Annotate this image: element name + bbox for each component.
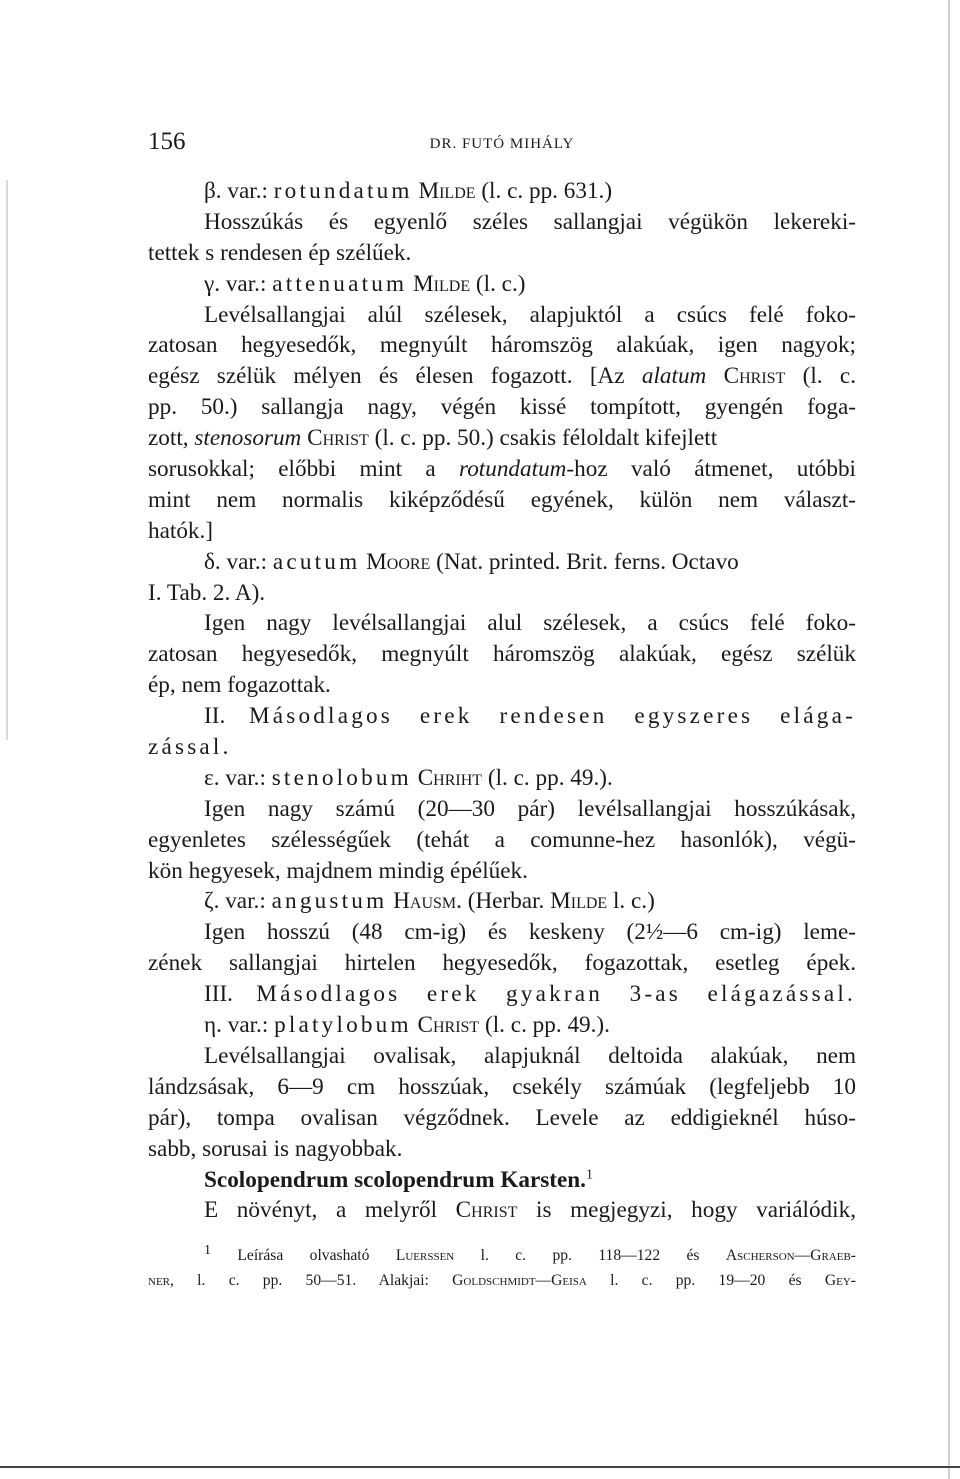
- body-line: [148, 732, 856, 763]
- text-run: zott,: [148, 425, 195, 452]
- body-line: [148, 547, 856, 578]
- text-run: Másodlagos erek rendesen egyszeres elága-: [248, 703, 856, 730]
- body-line: [148, 269, 856, 300]
- body-line: [148, 516, 856, 547]
- text-run: Gey-: [824, 1272, 856, 1289]
- body-line: [148, 856, 856, 887]
- text-run: egész szélük mélyen és élesen fogazott. [Az: [148, 363, 642, 390]
- text-run: sorusokkal; előbbi mint a: [148, 456, 460, 483]
- foot-line: [148, 1243, 856, 1268]
- body-line: [148, 608, 856, 639]
- text-run: lándzsásak, 6—9 cm hosszúak, csekély számúak (legfeljebb 10: [148, 1073, 856, 1100]
- text-run: Milde: [413, 270, 471, 297]
- text-run: Christ: [455, 1197, 518, 1224]
- text-run: [706, 363, 723, 389]
- body-line: [148, 454, 856, 485]
- text-run: acutum: [272, 548, 361, 575]
- body-line: [148, 361, 856, 392]
- body-line: [148, 1165, 856, 1196]
- body-line: [148, 1103, 856, 1134]
- text-run: Levélsallangjai alúl szélesek, alapjuktól a csúcs felé foko-: [204, 301, 856, 328]
- text-run: Igen nagy levélsallangjai alul szélesek, a csúcs felé fokо-: [204, 610, 856, 637]
- text-run: Leírása olvasható: [211, 1247, 396, 1264]
- text-run: Hausm.: [393, 888, 462, 915]
- text-run: egyenletes szélességűek (tehát a comunne-hez hasonlók), végü-: [148, 826, 856, 853]
- page-header: [148, 128, 856, 162]
- body-line: [148, 979, 856, 1010]
- body-line: [148, 917, 856, 948]
- text-run: Ascherson—Graeb-: [725, 1247, 856, 1264]
- text-run: Goldschmidt—Geisa: [452, 1272, 587, 1289]
- text-run: pp. 50.) sallangja nagy, végén kissé tompított, gyengén foga-: [148, 394, 856, 421]
- text-run: zének sallangjai hirtelen hegyesedők, fogazottak, esetleg épek.: [148, 950, 856, 977]
- text-run: alatum: [641, 363, 707, 390]
- scan-edge-shadow: [6, 180, 8, 740]
- text-run: β. var.:: [204, 178, 274, 204]
- body-line: [148, 886, 856, 917]
- body-line: [148, 207, 856, 238]
- body-line: [148, 330, 856, 361]
- body-line: [148, 485, 856, 516]
- text-run: γ. var.:: [204, 270, 273, 297]
- text-run: platylobum: [274, 1012, 412, 1039]
- text-run: is megjegyzi, hogy variálódik,: [517, 1197, 856, 1224]
- text-run: pár), tompa ovalisan végződnek. Levele az eddigieknél húso-: [148, 1104, 856, 1131]
- text-run: ner: [148, 1272, 170, 1289]
- text-run: 1: [204, 1242, 211, 1258]
- text-run: III.: [204, 981, 257, 1008]
- body-line: [148, 794, 856, 825]
- body-line: [148, 639, 856, 670]
- text-run: Másodlagos erek gyakran 3-as elágazással.: [256, 981, 856, 1008]
- text-run: Christ: [307, 425, 369, 452]
- text-run: zással.: [148, 734, 232, 761]
- text-run: kön hegyesek, majdnem mindig épélűek.: [148, 857, 528, 884]
- running-head: DR. FUTÓ MIHÁLY: [429, 136, 575, 152]
- text-run: 1: [585, 1166, 593, 1182]
- body-line: [148, 238, 856, 269]
- text-run: II.: [204, 703, 249, 730]
- text-run: , l. c. pp. 50—51. Alakjai:: [170, 1272, 453, 1289]
- body-line: [148, 701, 856, 732]
- text-run: rotundatum: [273, 178, 413, 204]
- text-run: Igen hosszú (48 cm-ig) és keskeny (2½—6 cm-ig) leme-: [204, 919, 856, 946]
- body-line: [148, 1134, 856, 1165]
- body-line: [148, 578, 856, 609]
- scan-edge-right: [948, 0, 950, 1479]
- body-line: [148, 1010, 856, 1041]
- text-run: hatók.]: [148, 517, 214, 544]
- text-run: δ. var.:: [204, 548, 273, 575]
- body-line: [148, 423, 856, 454]
- text-run: (l. c. pp. 49.).: [479, 1012, 610, 1039]
- page-number: 156: [148, 128, 186, 155]
- foot-line: [148, 1268, 856, 1293]
- body-line: [148, 392, 856, 423]
- text-run: Milde: [418, 178, 476, 204]
- text-run: l. c. pp. 118—122 és: [454, 1247, 726, 1264]
- text-run: angustum: [271, 888, 388, 915]
- text-run: -hoz való átmenet, utóbbi: [566, 456, 856, 483]
- body-text: [148, 176, 856, 1226]
- body-line: [148, 300, 856, 331]
- text-run: Igen nagy számú (20—30 pár) levélsallangjai hosszúkásak,: [204, 795, 856, 822]
- text-run: rotundatum: [459, 456, 567, 483]
- text-run: Christ: [723, 363, 786, 390]
- text-run: (Nat. printed. Brit. ferns. Octavo: [430, 548, 739, 575]
- footnote: [148, 1243, 856, 1293]
- text-run: (l. c.): [470, 270, 526, 297]
- text-run: Levélsallangjai ovalisak, alapjuknál deltoida alakúak, nem: [204, 1042, 856, 1069]
- text-run: stenolobum: [271, 764, 412, 791]
- text-run: Chriht: [417, 764, 483, 791]
- text-run: l. c.): [607, 888, 655, 915]
- text-run: I. Tab. 2. A).: [148, 579, 266, 606]
- text-run: (l. c. pp. 50.) csakis féloldalt kifejlett: [368, 425, 718, 452]
- body-line: [148, 763, 856, 794]
- text-run: (Herbar.: [461, 888, 551, 915]
- text-run: (l. c. pp. 49.).: [482, 764, 613, 791]
- body-line: [148, 1041, 856, 1072]
- text-run: (l. c. pp. 631.): [475, 178, 613, 204]
- body-line: [148, 1072, 856, 1103]
- text-run: Hosszúkás és egyenlő széles sallangjai végükön lekereki-: [204, 208, 856, 235]
- body-line: [148, 176, 856, 207]
- text-run: Scolopendrum scolopendrum Karsten.: [204, 1166, 586, 1193]
- text-run: Luerssen: [395, 1247, 455, 1264]
- text-run: sabb, sorusai is nagyobbak.: [148, 1135, 403, 1162]
- text-run: Milde: [550, 888, 608, 915]
- text-run: stenosorum: [194, 425, 302, 452]
- text-run: attenuatum: [272, 270, 408, 297]
- body-line: [148, 948, 856, 979]
- text-run: Moore: [366, 548, 431, 575]
- text-run: E növényt, a melyről: [204, 1197, 456, 1224]
- text-run: mint nem normalis kiképződésű egyének, külön nem választ-: [148, 486, 856, 513]
- text-run: tettek s rendesen ép szélűek.: [148, 239, 412, 266]
- bottom-rule: [0, 1466, 960, 1468]
- body-line: [148, 670, 856, 701]
- body-line: [148, 825, 856, 856]
- text-run: Christ: [417, 1012, 480, 1039]
- text-run: l. c. pp. 19—20 és: [586, 1272, 825, 1289]
- text-run: ζ. var.:: [204, 888, 272, 915]
- text-run: (l. c.: [785, 363, 856, 390]
- text-run: η. var.:: [204, 1012, 275, 1039]
- body-line: [148, 1195, 856, 1226]
- text-run: zatosan hegyesedők, megnyúlt háromszög alakúak, egész szélük: [148, 641, 856, 668]
- text-run: ε. var.:: [204, 764, 272, 791]
- text-run: zatosan hegyesedők, megnyúlt háromszög alakúak, igen nagyok;: [148, 332, 856, 359]
- text-run: ép, nem fogazottak.: [148, 672, 331, 699]
